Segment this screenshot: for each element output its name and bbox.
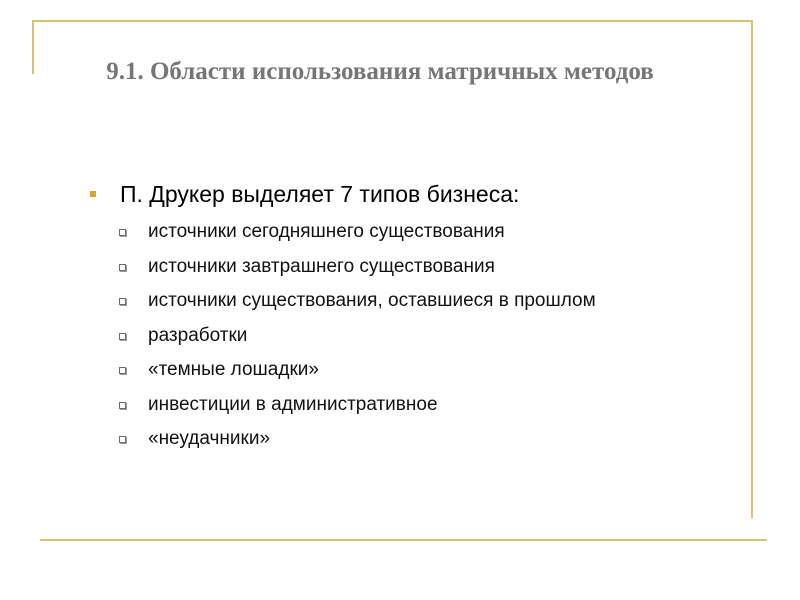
hollow-square-bullet-icon — [119, 229, 126, 236]
frame-top-line — [32, 20, 752, 22]
frame-right-line — [751, 20, 753, 518]
sub-bullet-text: источники завтрашнего существования — [148, 255, 495, 277]
sub-bullet-item — [88, 353, 728, 388]
slide-content — [88, 177, 728, 457]
sub-bullet-item — [88, 215, 728, 250]
sub-bullet-text: «неудачники» — [148, 428, 271, 449]
frame-left-line — [32, 20, 34, 74]
main-bullet-item — [88, 177, 728, 211]
sub-bullet-text: «темные лошадки» — [148, 359, 319, 380]
hollow-square-bullet-icon — [119, 367, 126, 374]
sub-bullet-text: инвестиции в административное — [148, 393, 438, 415]
sub-bullet-text: разработки — [148, 324, 248, 346]
sub-bullet-item — [88, 284, 728, 319]
sub-bullet-item — [88, 388, 728, 423]
hollow-square-bullet-icon — [119, 333, 126, 340]
sub-bullet-text: источники существования, оставшиеся в прошлом — [148, 290, 596, 311]
main-bullet-text: П. Друкер выделяет 7 типов бизнеса: — [120, 181, 520, 207]
sub-bullet-text: источники сегодняшнего существования — [148, 221, 505, 242]
frame-bottom-line — [40, 539, 767, 541]
sub-bullet-item — [88, 319, 728, 354]
square-bullet-icon — [90, 191, 96, 197]
hollow-square-bullet-icon — [119, 436, 126, 443]
sub-bullet-list — [88, 215, 728, 457]
hollow-square-bullet-icon — [119, 298, 126, 305]
sub-bullet-item — [88, 422, 728, 457]
hollow-square-bullet-icon — [119, 402, 126, 409]
hollow-square-bullet-icon — [119, 264, 126, 271]
slide-title: 9.1. Области использования матричных методов — [106, 58, 654, 85]
sub-bullet-item — [88, 250, 728, 285]
